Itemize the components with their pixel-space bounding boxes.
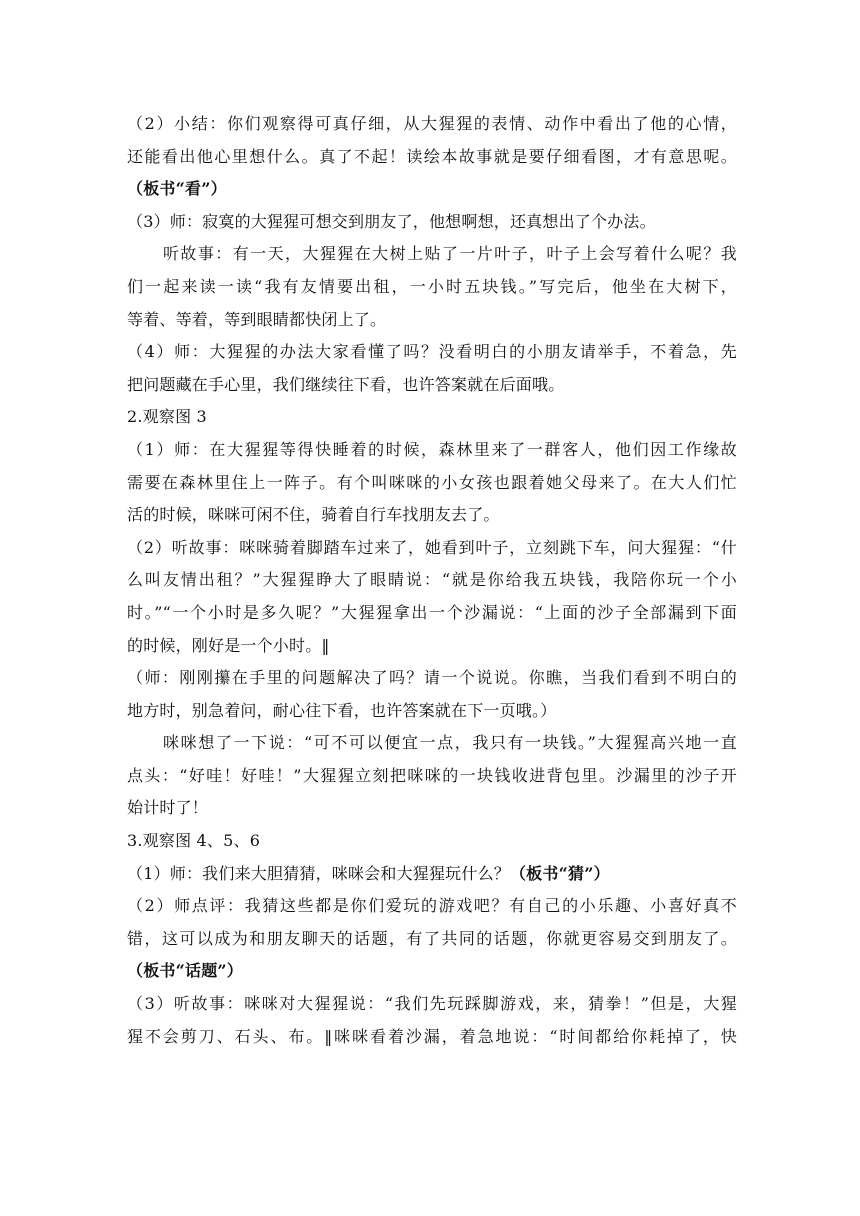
section-heading: 2.观察图 3 <box>127 407 207 427</box>
text-line: （2）小结：你们观察得可真仔细，从大猩猩的表情、动作中看出了他的心情， <box>127 114 737 133</box>
text-line: 地方时，别急着问，耐心往下看，也许答案就在下一页哦。） <box>127 700 557 720</box>
text-line: （3）听故事：咪咪对大猩猩说：“我们先玩踩脚游戏，来，猜拳！”但是，大猩 <box>127 994 737 1014</box>
text-line: 把问题藏在手心里，我们继续往下看，也许答案就在后面哦。 <box>127 374 565 394</box>
text-line: 猩不会剪刀、石头、布。‖咪咪看着沙漏，着急地说：“时间都给你耗掉了，快 <box>127 1026 737 1046</box>
board-note: （板书“猜”） <box>509 863 610 883</box>
text-line: （3）师：寂寞的大猩猩可想交到朋友了，他想啊想，还真想出了个办法。 <box>127 211 656 231</box>
text-line: 么叫友情出租？”大猩猩睁大了眼睛说：“就是你给我五块钱，我陪你玩一个小 <box>127 570 737 590</box>
text-line: 咪咪想了一下说：“可不可以便宜一点，我只有一块钱。”大猩猩高兴地一直 <box>163 733 737 753</box>
text-line: 时。”“一个小时是多久呢？”大猩猩拿出一个沙漏说：“上面的沙子全部漏到下面 <box>127 602 737 622</box>
text-line-main: （1）师：我们来大胆猜猜，咪咪会和大猩猩玩什么？ <box>127 863 510 883</box>
text-line: （4）师：大猩猩的办法大家看懂了吗？没看明白的小朋友请举手，不着急，先 <box>127 342 737 362</box>
text-line: 的时候，刚好是一个小时。‖ <box>127 635 330 655</box>
text-line: 等着、等着，等到眼睛都快闭上了。 <box>127 309 387 329</box>
text-line: （2）听故事：咪咪骑着脚踏车过来了，她看到叶子，立刻跳下车，问大猩猩：“什 <box>127 537 737 557</box>
text-line: 活的时候，咪咪可闲不住，骑着自行车找朋友去了。 <box>127 505 500 525</box>
board-note: （板书“话题”） <box>127 961 244 981</box>
text-line: 点头：“好哇！好哇！”大猩猩立刻把咪咪的一块钱收进背包里。沙漏里的沙子开 <box>127 765 737 785</box>
text-line: （1）师：在大猩猩等得快睡着的时候，森林里来了一群客人，他们因工作缘故 <box>127 439 737 459</box>
section-heading: 3.观察图 4、5、6 <box>127 831 261 851</box>
text-line: （2）师点评：我猜这些都是你们爱玩的游戏吧？有自己的小乐趣、小喜好真不 <box>127 896 737 916</box>
text-line: 错，这可以成为和朋友聊天的话题，有了共同的话题，你就更容易交到朋友了。 <box>127 928 737 948</box>
text-line: 听故事：有一天，大猩猩在大树上贴了一片叶子，叶子上会写着什么呢？我 <box>163 244 737 264</box>
board-note: （板书“看”） <box>127 179 227 199</box>
text-line: 们一起来读一读“我有友情要出租，一小时五块钱。”写完后，他坐在大树下， <box>127 276 737 296</box>
document-body <box>127 108 737 1053</box>
text-line: 需要在森林里住上一阵子。有个叫咪咪的小女孩也跟着她父母来了。在大人们忙 <box>127 472 737 492</box>
text-line <box>127 858 737 891</box>
text-line: 还能看出他心里想什么。真了不起！读绘本故事就是要仔细看图，才有意思呢。 <box>127 146 737 166</box>
text-line: 始计时了！ <box>127 798 209 818</box>
text-line: （师：刚刚攥在手里的问题解决了吗？请一个说说。你瞧，当我们看到不明白的 <box>127 668 737 688</box>
